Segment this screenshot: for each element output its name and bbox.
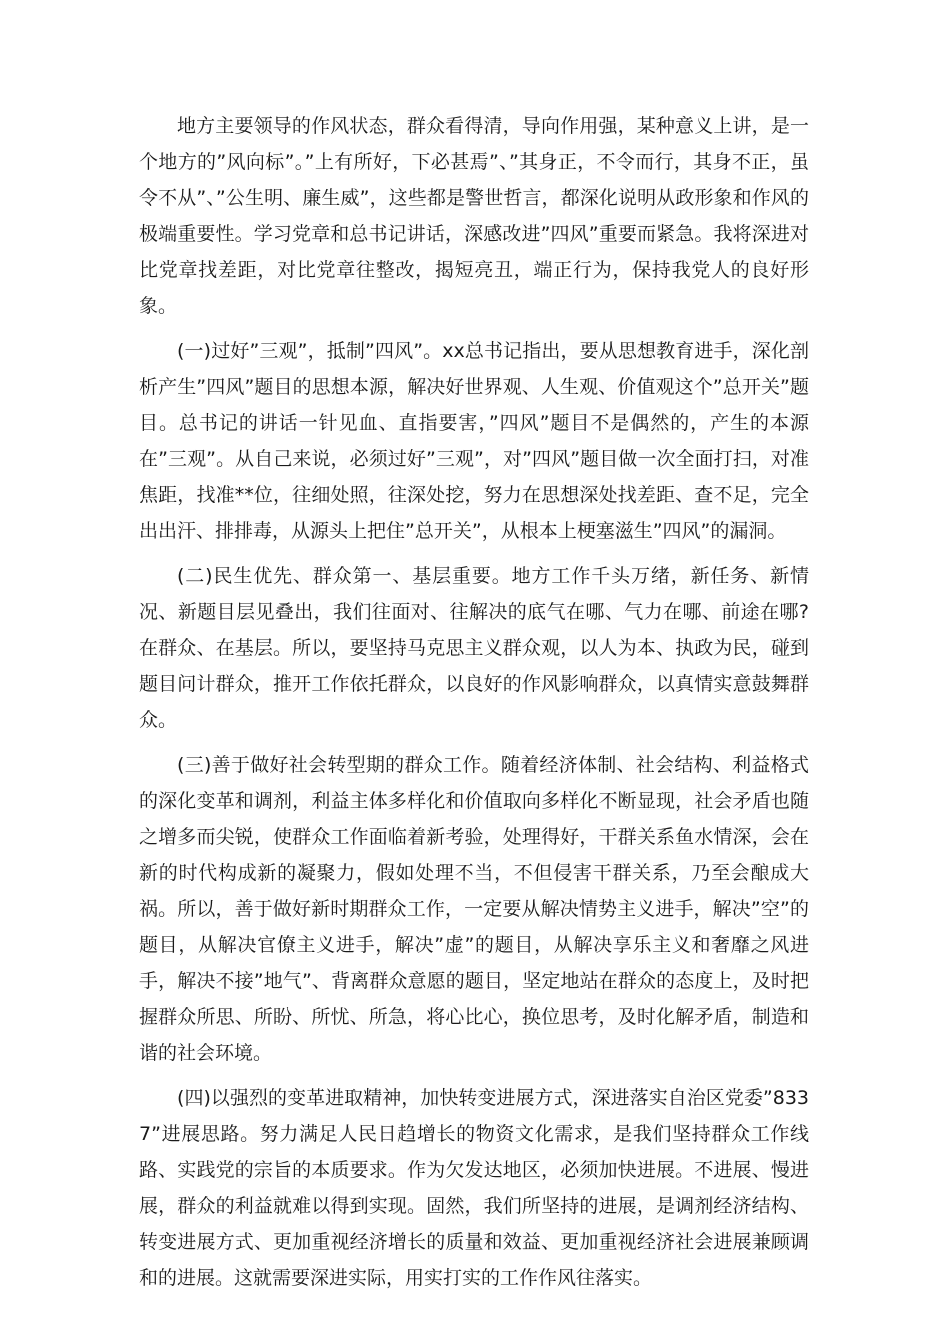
paragraph-section-4: (四)以强烈的变革进取精神，加快转变进展方式，深进落实自治区党委”8337”进展思路。努力满足人民日趋增长的物资文化需求，是我们坚持群众工作线路、实践党的宗旨的本质要求。作为欠发达地区，必须加快进展。不进展、慢进展，群众的利益就难以得到实现。固然，我们所坚持的进展，是调剂经济结构、转变进展方式、更加重视经济增长的质量和效益、更加重视经济社会进展兼顾调和的进展。这就需要深进实际，用实打实的工作作风往落实。	[139, 1087, 809, 1289]
paragraph-section-3: (三)善于做好社会转型期的群众工作。随着经济体制、社会结构、利益格式的深化变革和调剂，利益主体多样化和价值取向多样化不断显现，社会矛盾也随之增多而尖锐，使群众工作面临着新考验，处理得好，干群关系鱼水情深，会在新的时代构成新的凝聚力，假如处理不当，不但侵害干群关系，乃至会酿成大祸。所以，善于做好新时期群众工作，一定要从解决情势主义进手，解决”空”的题目，从解决官僚主义进手，解决”虚”的题目，从解决享乐主义和奢靡之风进手，解决不接”地气”、背离群众意愿的题目，坚定地站在群众的态度上，及时把握群众所思、所盼、所忧、所急，将心比心，换位思考，及时化解矛盾，制造和谐的社会环境。	[139, 754, 809, 1064]
paragraph-section-2: (二)民生优先、群众第一、基层重要。地方工作千头万绪，新任务、新情况、新题目层见叠出，我们往面对、往解决的底气在哪、气力在哪、前途在哪?在群众、在基层。所以，要坚持马克思主义群众观，以人为本、执政为民，碰到题目问计群众，推开工作依托群众，以良好的作风影响群众，以真情实意鼓舞群众。	[139, 565, 809, 731]
document-body	[139, 108, 809, 1305]
paragraph-section-1: (一)过好”三观”，抵制”四风”。xx总书记指出，要从思想教育进手，深化剖析产生”四风”题目的思想本源，解决好世界观、人生观、价值观这个”总开关”题目。总书记的讲话一针见血、直指要害，”四风”题目不是偶然的，产生的本源在”三观”。从自己来说，必须过好”三观”，对”四风”题目做一次全面打扫，对准焦距，找准**位，往细处照，往深处挖，努力在思想深处找差距、查不足，完全出出汗、排排毒，从源头上把住”总开关”，从根本上梗塞滋生”四风”的漏洞。	[139, 340, 809, 542]
paragraph-intro: 地方主要领导的作风状态，群众看得清，导向作用强，某种意义上讲，是一个地方的”风向标”。”上有所好，下必甚焉”、”其身正，不令而行，其身不正，虽令不从”、”公生明、廉生威”，这些都是警世哲言，都深化说明从政形象和作风的极端重要性。学习党章和总书记讲话，深感改进”四风”重要而紧急。我将深进对比党章找差距，对比党章往整改，揭短亮丑，端正行为，保持我党人的良好形象。	[139, 115, 809, 317]
